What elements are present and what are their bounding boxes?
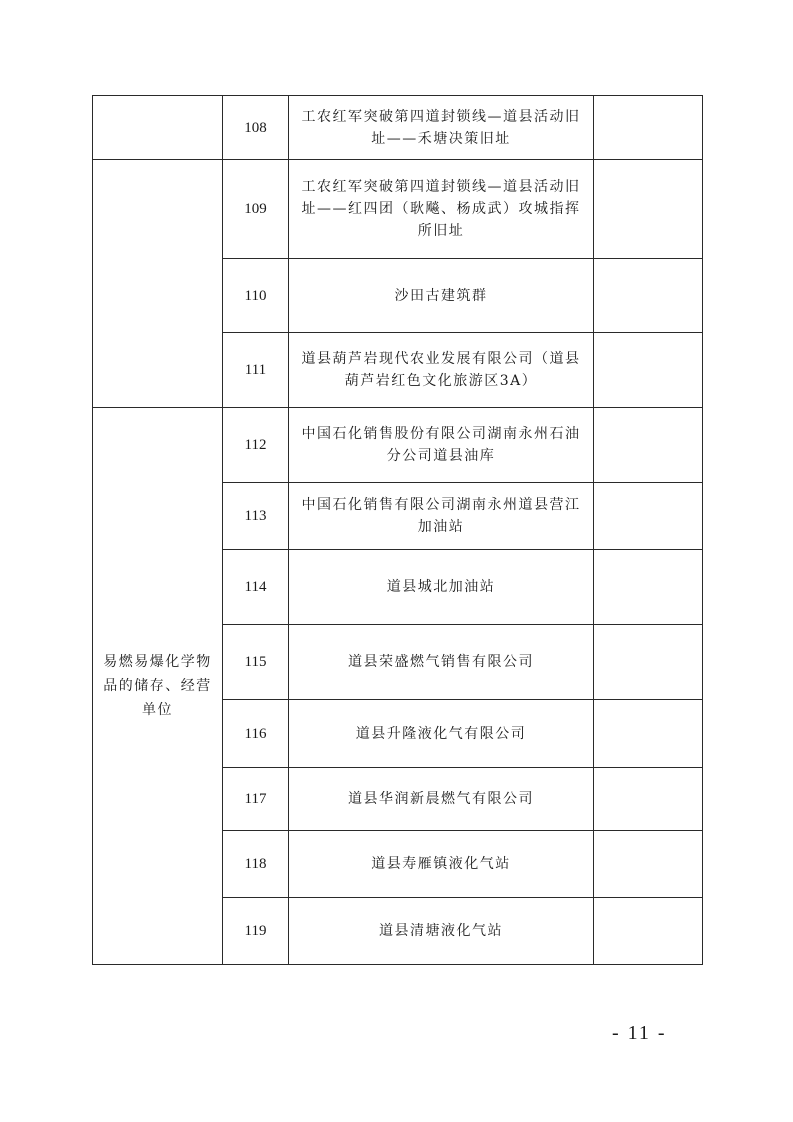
unit-name-cell: 工农红军突破第四道封锁线—道县活动旧址——红四团（耿飚、杨成武）攻城指挥所旧址 — [289, 160, 594, 259]
unit-name-cell: 中国石化销售有限公司湖南永州道县营江加油站 — [289, 483, 594, 550]
unit-name-cell: 道县升隆液化气有限公司 — [289, 700, 594, 768]
unit-name-cell: 中国石化销售股份有限公司湖南永州石油分公司道县油库 — [289, 408, 594, 483]
unit-name-cell: 工农红军突破第四道封锁线—道县活动旧址——禾塘决策旧址 — [289, 96, 594, 160]
unit-name-cell: 道县清塘液化气站 — [289, 898, 594, 965]
note-cell — [594, 160, 703, 259]
table-row — [93, 160, 703, 259]
note-cell — [594, 333, 703, 408]
category-cell — [93, 96, 223, 160]
page-number: - 11 - — [612, 1022, 667, 1044]
note-cell — [594, 625, 703, 700]
table-row — [93, 408, 703, 483]
unit-name-cell: 道县城北加油站 — [289, 550, 594, 625]
serial-number-cell: 116 — [223, 700, 289, 768]
unit-name-cell: 道县寿雁镇液化气站 — [289, 831, 594, 898]
serial-number-cell: 111 — [223, 333, 289, 408]
serial-number-cell: 114 — [223, 550, 289, 625]
note-cell — [594, 259, 703, 333]
unit-name-cell: 道县荣盛燃气销售有限公司 — [289, 625, 594, 700]
note-cell — [594, 898, 703, 965]
category-cell — [93, 160, 223, 408]
units-table — [92, 95, 703, 965]
note-cell — [594, 768, 703, 831]
note-cell — [594, 483, 703, 550]
serial-number-cell: 108 — [223, 96, 289, 160]
serial-number-cell: 119 — [223, 898, 289, 965]
category-cell: 易燃易爆化学物品的储存、经营单位 — [93, 408, 223, 965]
serial-number-cell: 110 — [223, 259, 289, 333]
serial-number-cell: 109 — [223, 160, 289, 259]
note-cell — [594, 96, 703, 160]
note-cell — [594, 408, 703, 483]
note-cell — [594, 700, 703, 768]
serial-number-cell: 113 — [223, 483, 289, 550]
table-row — [93, 96, 703, 160]
serial-number-cell: 118 — [223, 831, 289, 898]
unit-name-cell: 道县葫芦岩现代农业发展有限公司（道县葫芦岩红色文化旅游区3A） — [289, 333, 594, 408]
unit-name-cell: 沙田古建筑群 — [289, 259, 594, 333]
unit-name-cell: 道县华润新晨燃气有限公司 — [289, 768, 594, 831]
note-cell — [594, 831, 703, 898]
serial-number-cell: 112 — [223, 408, 289, 483]
note-cell — [594, 550, 703, 625]
serial-number-cell: 115 — [223, 625, 289, 700]
serial-number-cell: 117 — [223, 768, 289, 831]
